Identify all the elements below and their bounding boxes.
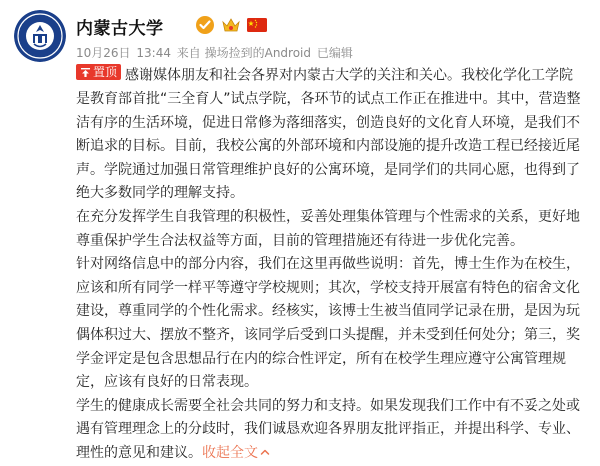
post-content [76,64,586,466]
chevron-up-icon[interactable] [259,446,271,458]
university-logo[interactable] [14,10,66,62]
edited-label[interactable]: 已编辑 [316,46,353,60]
post-date: 10月26日 [76,46,131,60]
post-time: 13:44 [136,46,171,60]
badge-group [194,14,268,36]
paragraph-4 [76,395,586,466]
gold-vip-badge[interactable] [220,14,242,36]
post-header [14,8,586,64]
paragraph-1 [76,64,586,206]
paragraph-4-text: 学生的健康成长需要全社会共同的努力和支持。如果发现我们工作中有不妥之处或遇有管理理念上的分歧时，我们诚恳欢迎各界朋友批评指正，并提出科学、专业、理性的意见和建议。 [76,397,580,461]
china-flag-icon [246,14,268,36]
pin-icon [80,67,91,78]
paragraph-1-text: 感谢媒体朋友和社会各界对内蒙古大学的关注和关心。我校化学化工学院是教育部首批“三全育人”试点学院，各环节的试点工作正在推进中。其中，营造整洁有序的生活环境，促进日常修为落细落实，创造良好的文化育人环境，是我们不断追求的目标。目前，我校公寓的外部环境和内部设施的提升改造工程已经接近尾声。学院通过加强日常管理维护良好的公寓环境，是同学们的共同心愿，也得到了绝大多数同学的理解支持。 [76,67,581,202]
paragraph-3: 针对网络信息中的部分内容，我们在这里再做些说明：首先，博士生作为在校生，应该和所有同学一样平等遵守学校规则；其次，学校支持开展富有特色的宿舍文化建设，尊重同学的个性化需求。经核实，该博士生被当值同学记录在册，是因为玩偶体积过大、摆放不整齐，该同学后受到口头提醒，并未受到任何处分；第三，奖学金评定是包含思想品行在内的综合性评定，所有在校学生理应遵守公寓管理规定，应该有良好的日常表现。 [76,256,580,391]
pin-label: 置顶 [93,65,118,79]
verified-badge[interactable] [194,14,216,36]
post-source[interactable]: 来自 操场捡到的Android [176,46,312,60]
paragraph-2: 在充分发挥学生自我管理的积极性，妥善处理集体管理与个性需求的关系，更好地尊重保护学生合法权益等方面，目前的管理措施还有待进一步优化完善。 [76,209,580,249]
collapse-link[interactable] [202,445,271,461]
collapse-label[interactable]: 收起全文 [202,445,258,461]
username[interactable]: 内蒙古大学 [76,19,164,39]
post-meta [76,44,355,61]
pin-tag [76,64,121,80]
